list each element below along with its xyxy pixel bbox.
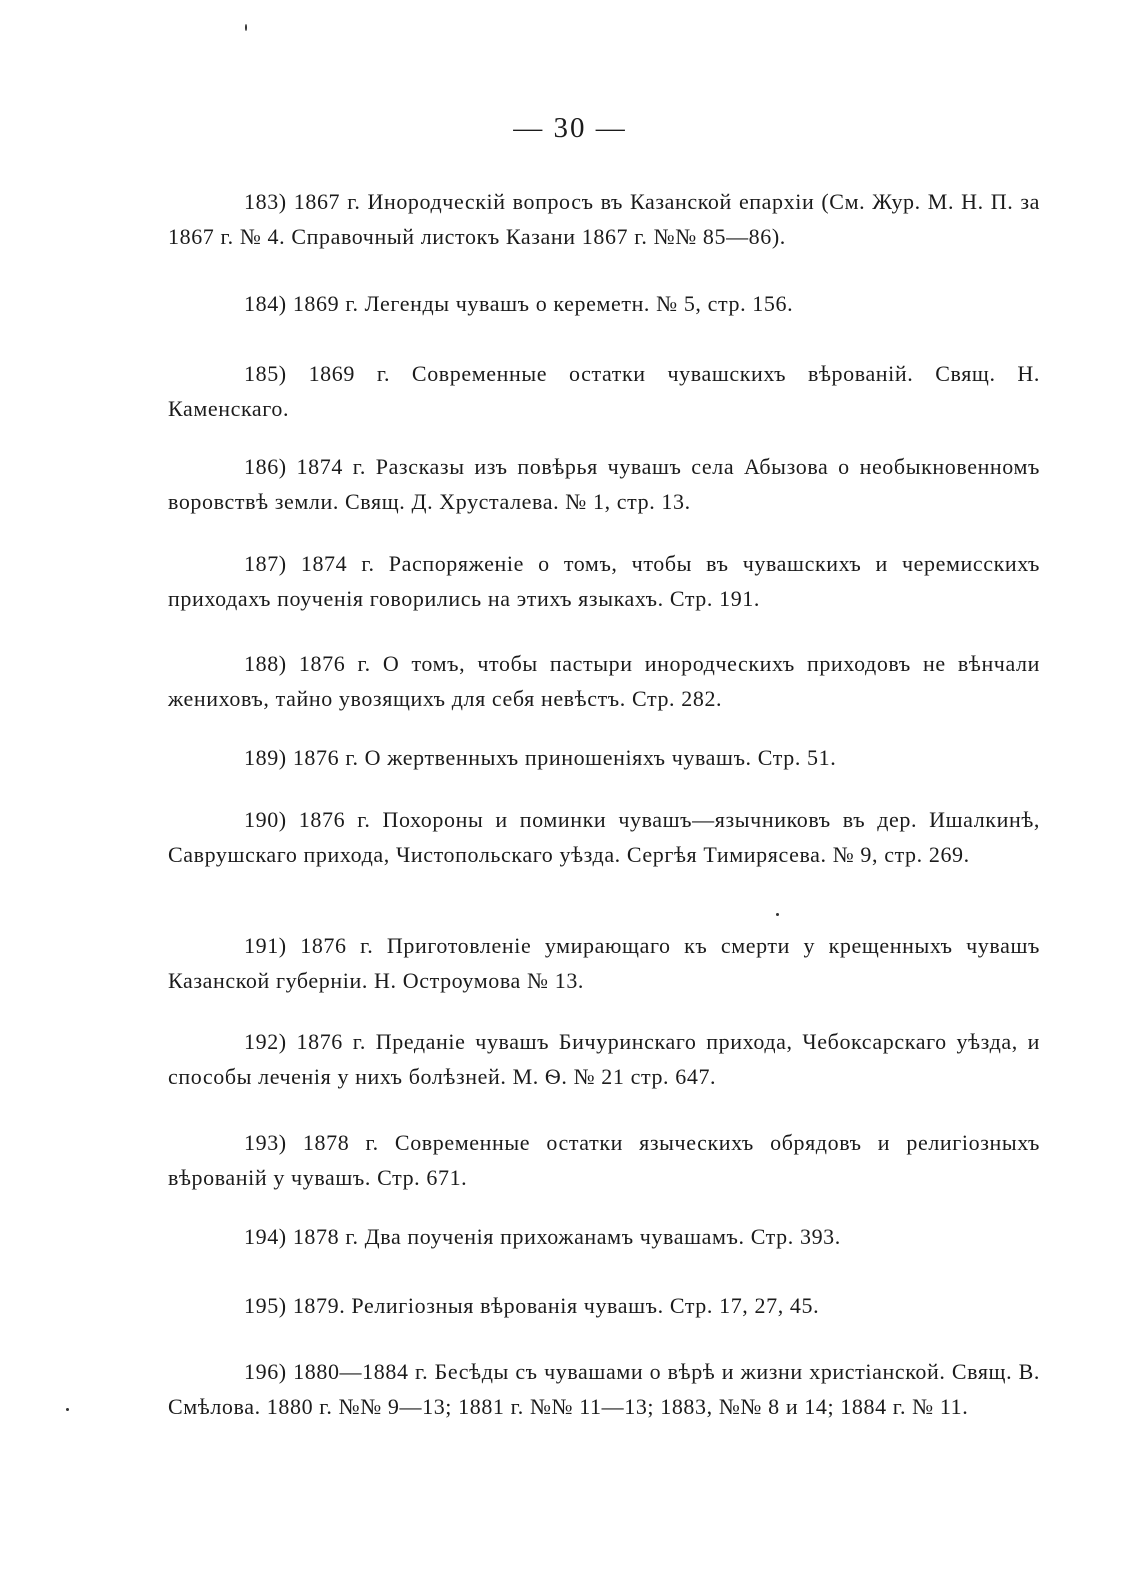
- entry-193: 193) 1878 г. Современные остатки языческихъ обрядовъ и религіозныхъ вѣрованій у чувашъ. Стр. 671.: [168, 1130, 1040, 1190]
- entry-189: 189) 1876 г. О жертвенныхъ приношеніяхъ чувашъ. Стр. 51.: [244, 745, 837, 770]
- entry-192: 192) 1876 г. Преданіе чувашъ Бичуринскаго прихода, Чебоксарскаго уѣзда, и способы леченія у нихъ болѣзней. М. Ѳ. № 21 стр. 647.: [168, 1029, 1040, 1089]
- entry-183: 183) 1867 г. Инородческій вопросъ въ Казанской епархіи (См. Жур. М. Н. П. за 1867 г. № 4. Справочный листокъ Казани 1867 г. №№ 85—86).: [168, 189, 1040, 249]
- entry-190: 190) 1876 г. Похороны и поминки чувашъ—язычниковъ въ дер. Ишалкинѣ, Саврушскаго прихода, Чистопольскаго уѣзда. Сергѣя Тимирясева. № 9, стр. 269.: [168, 807, 1040, 867]
- entry-196: 196) 1880—1884 г. Бесѣды съ чувашами о вѣрѣ и жизни христіанской. Свящ. В. Смѣлова. 1880 г. №№ 9—13; 1881 г. №№ 11—13; 1883, №№ 8 и 14; 1884 г. № 11.: [168, 1359, 1040, 1419]
- entry-195: 195) 1879. Религіозныя вѣрованія чувашъ. Стр. 17, 27, 45.: [244, 1293, 820, 1318]
- entry-186: 186) 1874 г. Разсказы изъ повѣрья чувашъ села Абызова о необыкновенномъ воровствѣ земли. Свящ. Д. Хрусталева. № 1, стр. 13.: [168, 454, 1040, 514]
- entry-194: 194) 1878 г. Два поученія прихожанамъ чувашамъ. Стр. 393.: [244, 1224, 841, 1249]
- entry-185: 185) 1869 г. Современные остатки чувашскихъ вѣрованій. Свящ. Н. Каменскаго.: [168, 361, 1040, 421]
- entry-184: 184) 1869 г. Легенды чувашъ о кереметн. № 5, стр. 156.: [244, 291, 794, 316]
- scan-speck: [66, 1408, 69, 1411]
- scan-speck: [245, 24, 247, 31]
- entry-191: 191) 1876 г. Приготовленіе умирающаго къ смерти у крещенныхъ чувашъ Казанской губерніи. Н. Остроумова № 13.: [168, 933, 1040, 993]
- page-number: — 30 —: [513, 112, 627, 144]
- scan-speck: [776, 913, 779, 916]
- entry-187: 187) 1874 г. Распоряженіе о томъ, чтобы въ чувашскихъ и черемисскихъ приходахъ поученія говорились на этихъ языкахъ. Стр. 191.: [168, 551, 1040, 611]
- entry-188: 188) 1876 г. О томъ, чтобы пастыри инородческихъ приходовъ не вѣнчали жениховъ, тайно увозящихъ для себя невѣстъ. Стр. 282.: [168, 651, 1040, 711]
